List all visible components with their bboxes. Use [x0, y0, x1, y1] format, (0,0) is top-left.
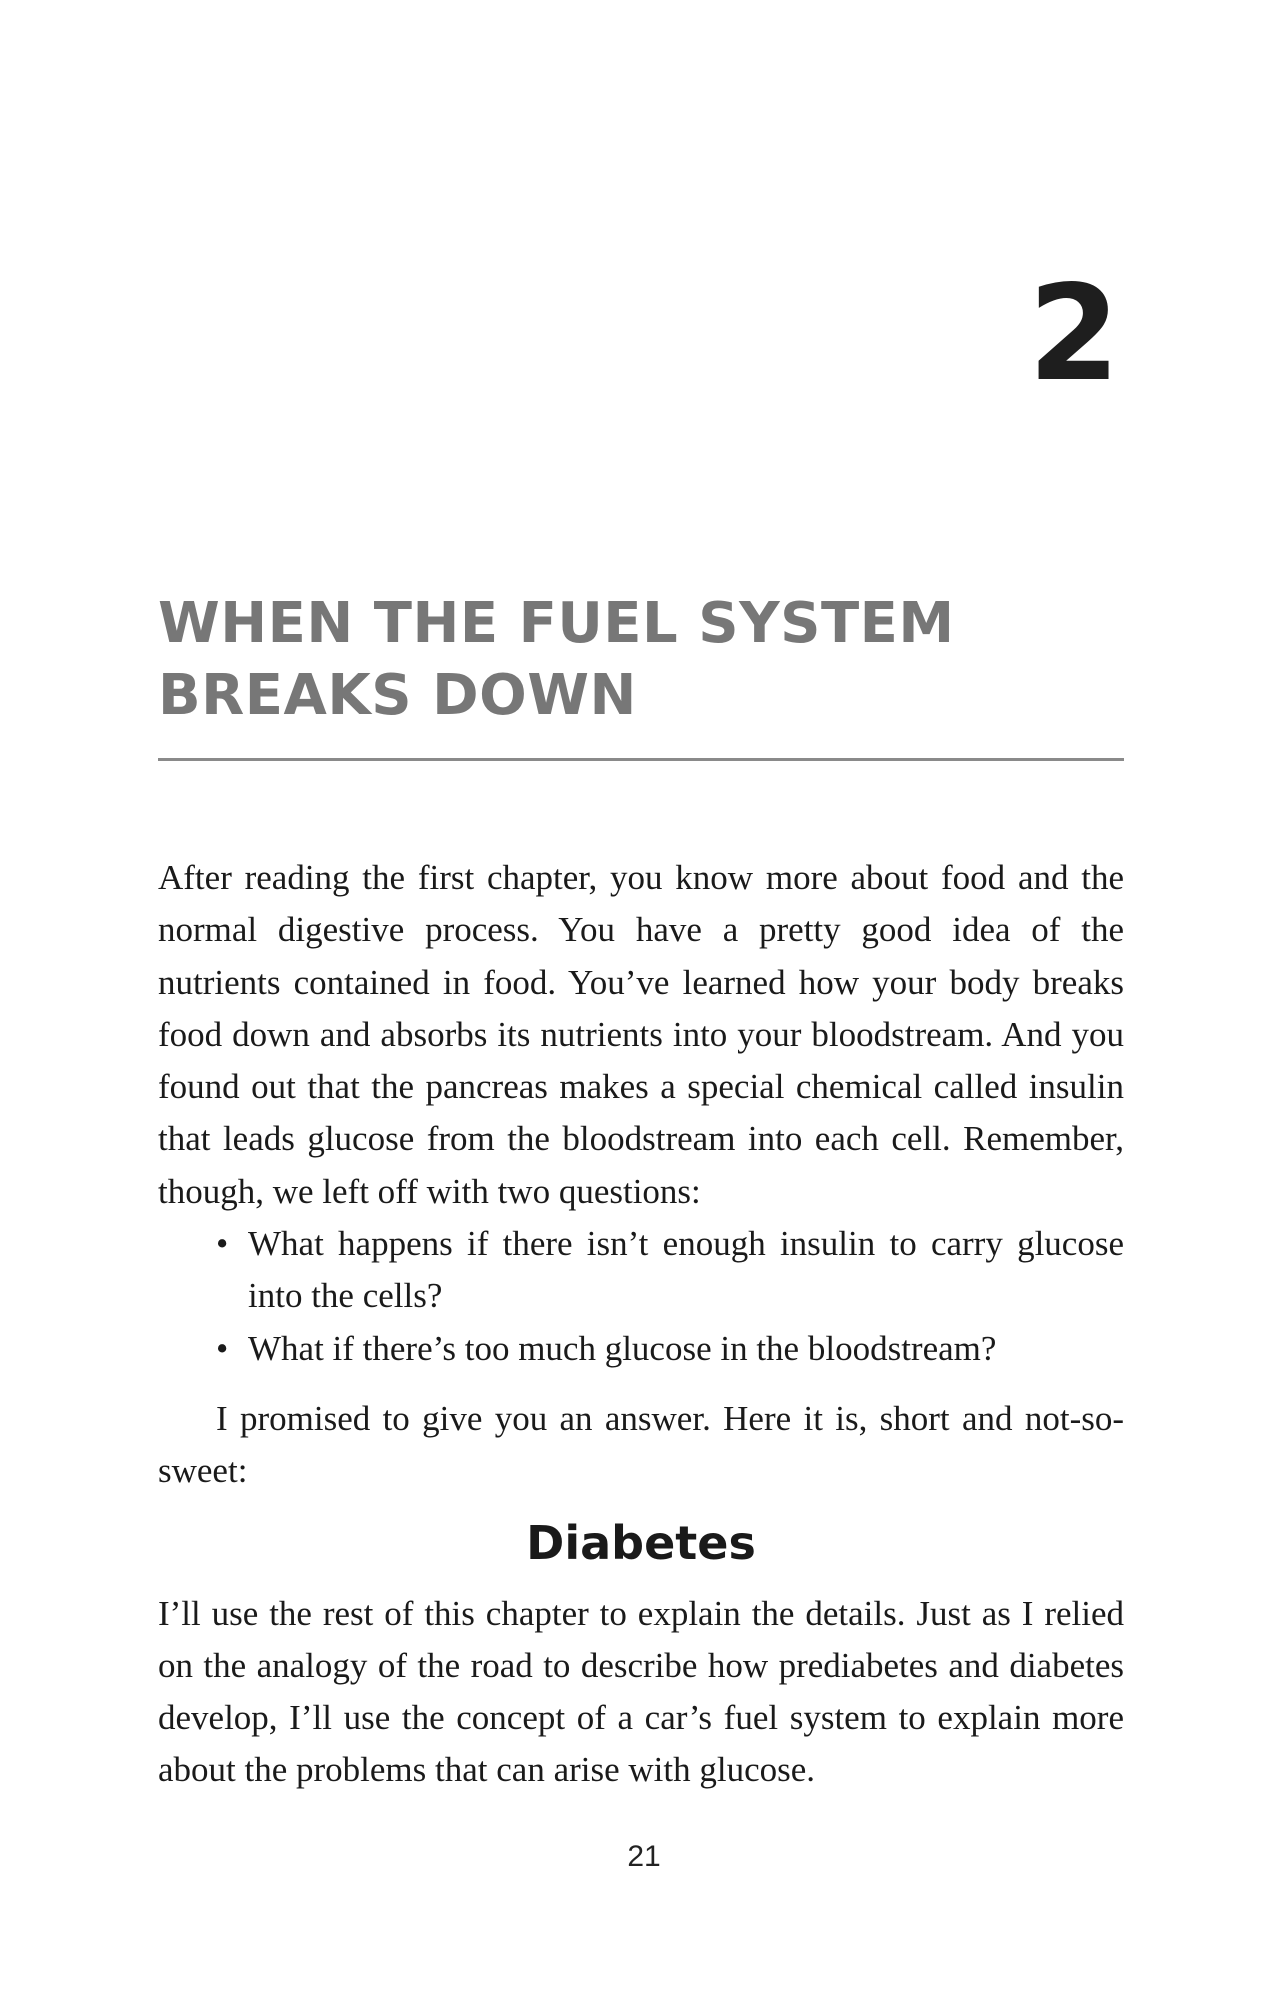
list-item-text: What if there’s too much glucose in the bloodstream? [248, 1328, 997, 1368]
chapter-title-line-2: BREAKS DOWN [158, 663, 637, 728]
bullet-icon: • [216, 1224, 229, 1264]
list-item-text: What happens if there isn’t enough insulin to carry glucose into the cells? [248, 1224, 1124, 1316]
body-text [158, 852, 1124, 1797]
bullet-icon: • [216, 1328, 229, 1368]
question-list [158, 1218, 1124, 1375]
intro-paragraph: After reading the first chapter, you know more about food and the normal digestive process. You have a pretty good idea of the nutrients contained in food. You’ve learned how your body breaks food down and absorbs its nutrients into your bloodstream. And you found out that the pancreas makes a special chemical called insulin that leads glucose from the bloodstream into each cell. Remember, though, we left off with two questions: [158, 858, 1124, 1211]
chapter-title-line-1: WHEN THE FUEL SYSTEM [158, 591, 955, 656]
chapter-number: 2 [1028, 257, 1120, 411]
closing-paragraph: I’ll use the rest of this chapter to explain the details. Just as I relied on the analogy of the road to describe how prediabetes and diabetes develop, I’ll use the concept of a car’s fuel system to explain more about the problems that can arise with glucose. [158, 1593, 1124, 1790]
list-item [216, 1323, 1124, 1375]
list-item [216, 1218, 1124, 1323]
chapter-title [158, 588, 1118, 732]
promise-paragraph: I promised to give you an answer. Here it is, short and not-so-sweet: [158, 1398, 1124, 1491]
title-divider [158, 758, 1124, 761]
section-heading: Diabetes [526, 1515, 756, 1570]
page-number: 21 [627, 1840, 661, 1873]
